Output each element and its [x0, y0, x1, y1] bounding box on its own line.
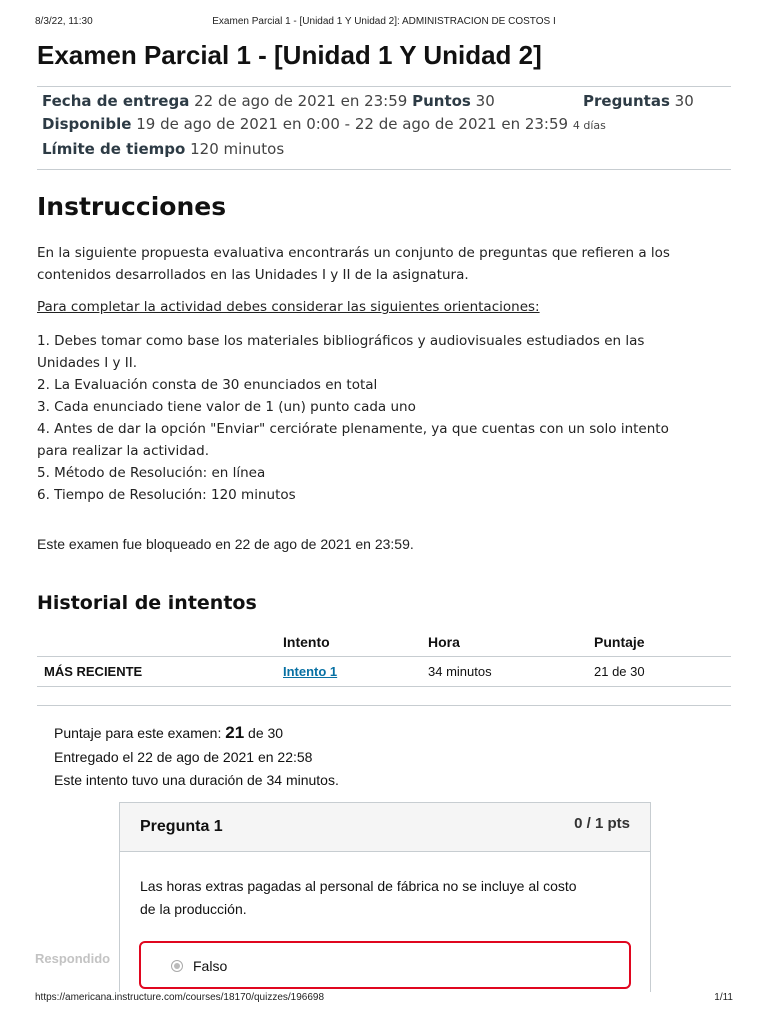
orientation-text: Para completar la actividad debes considerar las siguientes orientaciones: [37, 299, 540, 315]
question-header [120, 803, 650, 852]
quiz-title: Examen Parcial 1 - [Unidad 1 Y Unidad 2] [37, 40, 542, 70]
question-text-line: de la producción. [140, 901, 247, 917]
instructions-heading: Instrucciones [37, 192, 227, 221]
most-recent-label: MÁS RECIENTE [44, 664, 143, 679]
print-date: 8/3/22, 11:30 [35, 16, 93, 27]
instructions-intro [37, 242, 727, 286]
question-text-line: Las horas extras pagadas al personal de fábrica no se incluye al costo [140, 878, 577, 894]
table-header [37, 627, 731, 657]
score-suffix: de 30 [248, 725, 284, 741]
available-row [42, 115, 606, 133]
list-item: 1. Debes tomar como base los materiales bibliográficos y audiovisuales estudiados en las [37, 333, 645, 349]
list-item: 5. Método de Resolución: en línea [37, 465, 266, 481]
list-item: 4. Antes de dar la opción "Enviar" cerciórate plenamente, ya que cuentas con un solo intento [37, 421, 669, 437]
available-days: 4 días [572, 119, 606, 132]
question-text [140, 875, 630, 921]
attempt-time: 34 minutos [428, 664, 492, 679]
column-header-time: Hora [428, 634, 460, 650]
list-item: 2. La Evaluación consta de 30 enunciados en total [37, 377, 378, 393]
answer-label: Falso [193, 958, 228, 974]
time-limit-label: Límite de tiempo [42, 140, 186, 158]
score-line [54, 723, 283, 743]
submitted-line: Entregado el 22 de ago de 2021 en 22:58 [54, 749, 313, 765]
questions-value: 30 [674, 92, 694, 110]
list-item: 6. Tiempo de Resolución: 120 minutos [37, 487, 296, 503]
intro-line: En la siguiente propuesta evaluativa encontrarás un conjunto de preguntas que refieren a los [37, 245, 670, 261]
list-item: para realizar la actividad. [37, 443, 209, 459]
points-value: 30 [475, 92, 495, 110]
due-date-value: 22 de ago de 2021 en 23:59 [194, 92, 408, 110]
locked-notice: Este examen fue bloqueado en 22 de ago de 2021 en 23:59. [37, 536, 414, 552]
time-limit-value: 120 minutos [190, 140, 285, 158]
score-value: 21 [225, 723, 245, 742]
question-points: 0 / 1 pts [574, 815, 630, 832]
print-title: Examen Parcial 1 - [Unidad 1 Y Unidad 2]: ADMINISTRACION DE COSTOS I [212, 16, 556, 27]
questions-count [583, 92, 694, 110]
available-label: Disponible [42, 115, 132, 133]
question-title: Pregunta 1 [140, 818, 223, 835]
intro-line: contenidos desarrollados en las Unidades I y II de la asignatura. [37, 267, 469, 283]
page-url: https://americana.instructure.com/courses/18170/quizzes/196698 [35, 992, 325, 1003]
column-header-attempt: Intento [283, 634, 330, 650]
available-value: 19 de ago de 2021 en 0:00 - 22 de ago de 2021 en 23:59 [136, 115, 569, 133]
table-row [37, 657, 731, 687]
print-footer [35, 992, 733, 1004]
due-date-label: Fecha de entrega [42, 92, 190, 110]
list-item: Unidades I y II. [37, 355, 138, 371]
list-item: 3. Cada enunciado tiene valor de 1 (un) punto cada uno [37, 399, 416, 415]
answer-option-falso[interactable] [139, 941, 631, 989]
radio-button[interactable] [171, 960, 183, 972]
column-header-score: Puntaje [594, 634, 645, 650]
quiz-details [37, 86, 731, 170]
duration-line: Este intento tuvo una duración de 34 minutos. [54, 772, 339, 788]
instructions-list [37, 330, 727, 506]
attempt-score: 21 de 30 [594, 664, 645, 679]
attempt-link[interactable]: Intento 1 [283, 664, 338, 679]
questions-label: Preguntas [583, 92, 670, 110]
answered-label: Respondido [35, 951, 111, 966]
page-number: 1/11 [714, 992, 733, 1003]
score-prefix: Puntaje para este examen: [54, 725, 222, 741]
print-header [35, 16, 733, 30]
attempt-summary [37, 705, 731, 788]
time-limit-row [42, 140, 284, 158]
due-date-row [42, 92, 495, 110]
history-heading: Historial de intentos [37, 592, 257, 614]
points-label: Puntos [412, 92, 471, 110]
